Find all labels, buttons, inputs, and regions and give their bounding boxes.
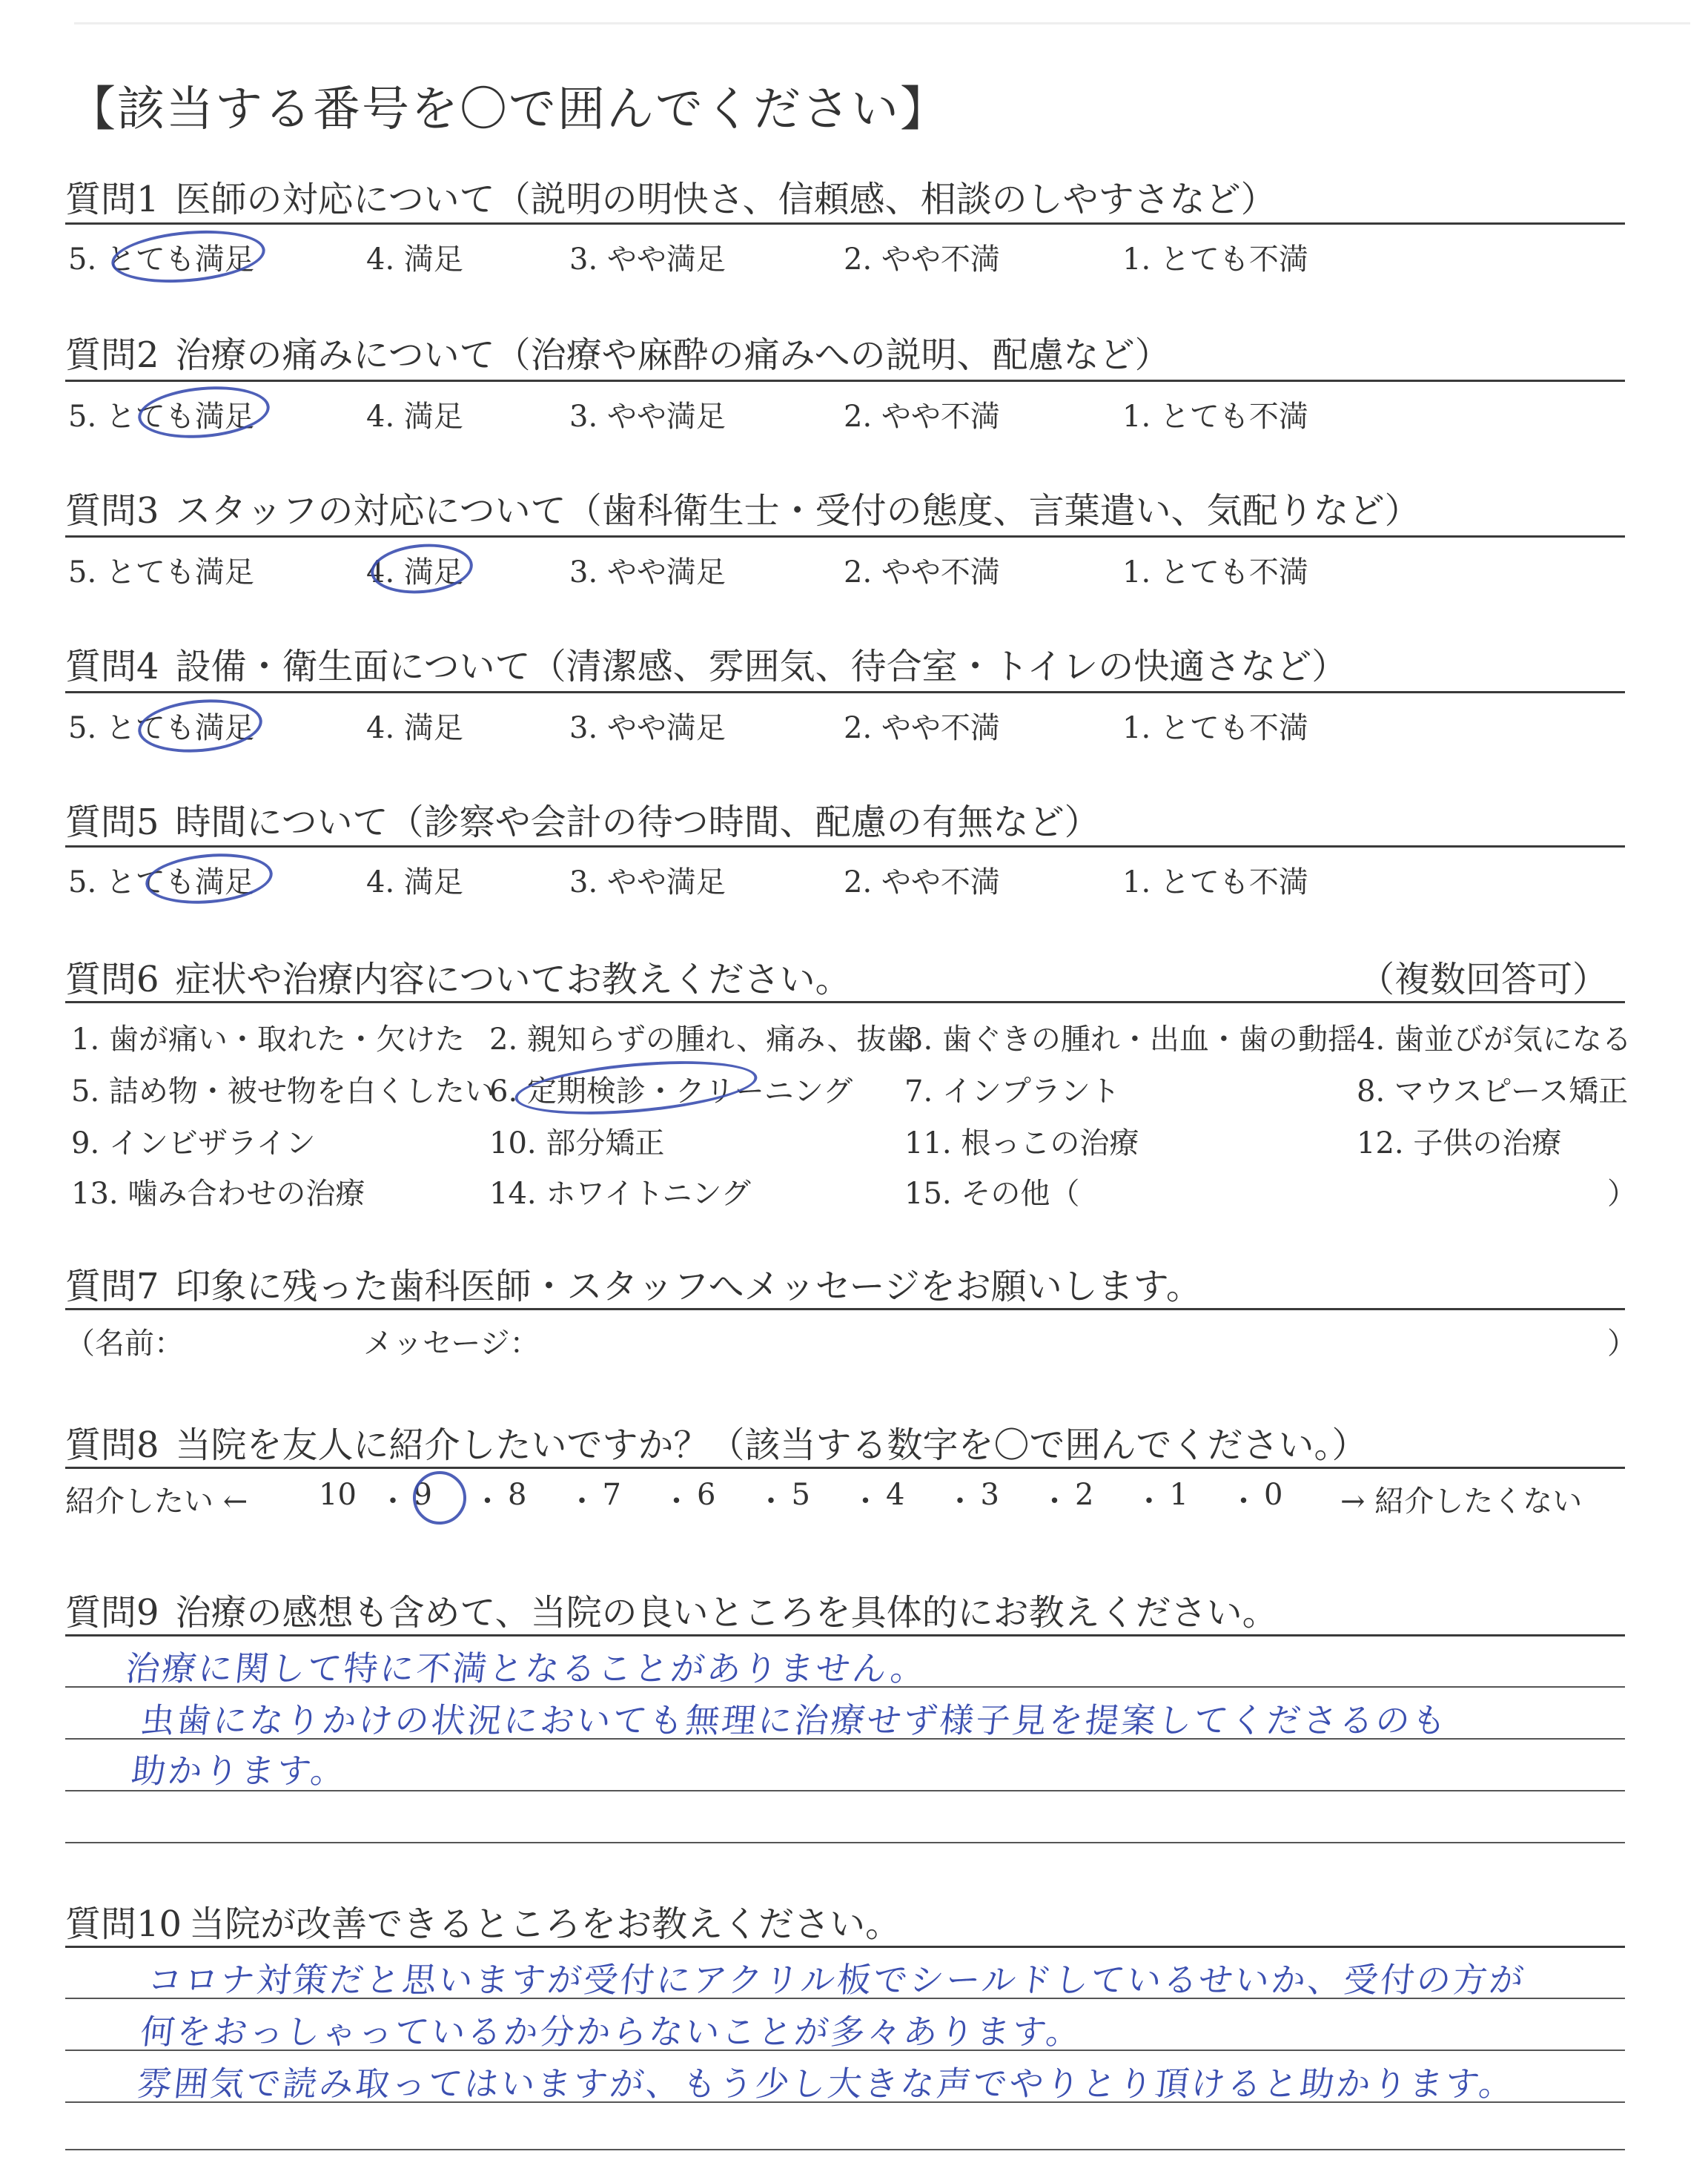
q4-title (65, 638, 1347, 689)
q4-option-5[interactable]: 5. とても満足 (68, 711, 254, 745)
q1-option-5[interactable]: 5. とても満足 (68, 242, 254, 277)
q8-scale-0[interactable]: 0 (1264, 1478, 1283, 1512)
q6-text: 症状や治療内容についてお教えください。 (175, 959, 851, 1000)
q8-scale-8[interactable]: 8 (508, 1478, 527, 1512)
q4-rule (65, 691, 1625, 693)
q6-item-3[interactable]: 3. 歯ぐきの腫れ・出血・歯の動揺 (904, 1023, 1357, 1057)
q7-rule (65, 1308, 1625, 1310)
q8-scale-4[interactable]: 4 (886, 1478, 905, 1512)
q5-rule (65, 845, 1625, 848)
q2-number: 質問2 (65, 334, 159, 376)
q6-item-10[interactable]: 10. 部分矯正 (489, 1126, 665, 1160)
q1-answer-circle (109, 225, 267, 288)
q1-number: 質問1 (65, 179, 159, 220)
q10-rule (65, 1946, 1625, 1948)
q4-option-4[interactable]: 4. 満足 (366, 711, 463, 745)
q6-item-15[interactable]: 15. その他（ (904, 1177, 1080, 1211)
q1-rule (65, 222, 1625, 225)
q7-message-label[interactable]: メッセージ： (363, 1327, 540, 1361)
q4-option-1[interactable]: 1. とても不満 (1122, 711, 1308, 745)
q8-scale-6[interactable]: 6 (697, 1478, 716, 1512)
q9-answer-line-4 (65, 1842, 1625, 1843)
q3-title (65, 482, 1420, 533)
q6-item-8[interactable]: 8. マウスピース矯正 (1357, 1074, 1629, 1109)
q10-answer-text-2: 何をおっしゃっているか分からないことが多々あります。 (138, 2012, 1085, 2052)
q2-title (65, 326, 1171, 377)
q9-rule (65, 1634, 1625, 1636)
q10-answer-text-1: コロナ対策だと思いますが受付にアクリル板でシールドしているせいか、受付の方が (145, 1960, 1528, 2000)
q5-option-4[interactable]: 4. 満足 (366, 865, 463, 899)
q3-rule (65, 535, 1625, 538)
q6-item-9[interactable]: 9. インビザライン (71, 1126, 316, 1160)
q9-answer-text-2: 虫歯になりかけの状況においても無理に治療せず様子見を提案してくださるのも (138, 1700, 1451, 1740)
q8-scale-1[interactable]: 1 (1169, 1478, 1188, 1512)
q8-scale-3[interactable]: 3 (980, 1478, 999, 1512)
q5-title (65, 793, 1100, 845)
q6-answer-circle (513, 1053, 760, 1123)
q8-scale-10[interactable]: 10 (319, 1478, 357, 1512)
q10-answer-text-3: 雰囲気で読み取ってはいますが、もう少し大きな声でやりとり頂けると助かります。 (135, 2064, 1517, 2104)
q5-option-5[interactable]: 5. とても満足 (68, 865, 254, 899)
q10-text: 当院が改善できるところをお教えください。 (189, 1903, 901, 1945)
q2-option-5[interactable]: 5. とても満足 (68, 400, 254, 434)
q10-title (65, 1895, 901, 1946)
q5-option-2[interactable]: 2. やや不満 (844, 865, 1000, 899)
q8-title (65, 1416, 1368, 1467)
q7-number: 質問7 (65, 1266, 159, 1307)
q4-option-3[interactable]: 3. やや満足 (569, 711, 726, 745)
q7-text: 印象に残った歯科医師・スタッフへメッセージをお願いします。 (175, 1266, 1202, 1307)
q9-number: 質問9 (65, 1592, 159, 1634)
q8-scale-dot: ・ (1039, 1484, 1070, 1519)
q6-rule (65, 1001, 1625, 1003)
q7-close-paren: ） (1607, 1327, 1637, 1361)
q5-number: 質問5 (65, 802, 159, 843)
q1-title (65, 171, 1277, 222)
q1-text: 医師の対応について（説明の明快さ、信頼感、相談のしやすさなど） (175, 179, 1277, 220)
q2-option-1[interactable]: 1. とても不満 (1122, 400, 1308, 434)
q4-text: 設備・衛生面について（清潔感、雰囲気、待合室・トイレの快適さなど） (175, 646, 1348, 687)
q8-scale-7[interactable]: 7 (602, 1478, 621, 1512)
q9-text: 治療の感想も含めて、当院の良いところを具体的にお教えください。 (175, 1592, 1278, 1634)
q2-rule (65, 380, 1625, 382)
q8-number: 質問8 (65, 1424, 159, 1466)
page-heading: 【該当する番号を〇で囲んでください】 (68, 82, 949, 137)
q6-item-4[interactable]: 4. 歯並びが気になる (1357, 1023, 1632, 1057)
q8-scale-dot: ・ (1228, 1484, 1259, 1519)
q2-option-4[interactable]: 4. 満足 (366, 400, 463, 434)
q8-right-label: → 紹介したくない (1340, 1484, 1583, 1519)
q2-text: 治療の痛みについて（治療や麻酔の痛みへの説明、配慮など） (175, 334, 1171, 376)
q6-item-6[interactable]: 6. 定期検診・クリーニング (489, 1074, 853, 1109)
q7-name-label[interactable]: （名前： (65, 1327, 184, 1361)
q5-option-3[interactable]: 3. やや満足 (569, 865, 726, 899)
q8-scale-2[interactable]: 2 (1075, 1478, 1094, 1512)
q1-option-1[interactable]: 1. とても不満 (1122, 242, 1308, 277)
q6-item-14[interactable]: 14. ホワイトニング (489, 1177, 751, 1211)
q3-option-5[interactable]: 5. とても満足 (68, 555, 254, 589)
q6-item-13[interactable]: 13. 噛み合わせの治療 (71, 1177, 365, 1211)
q8-scale-dot: ・ (1134, 1484, 1164, 1519)
q8-rule (65, 1467, 1625, 1469)
q3-text: スタッフの対応について（歯科衛生士・受付の態度、言葉遣い、気配りなど） (175, 490, 1420, 532)
q6-item-2[interactable]: 2. 親知らずの腫れ、痛み、抜歯 (489, 1023, 916, 1057)
q3-option-3[interactable]: 3. やや満足 (569, 555, 726, 589)
q2-option-3[interactable]: 3. やや満足 (569, 400, 726, 434)
q3-option-1[interactable]: 1. とても不満 (1122, 555, 1308, 589)
q3-option-4[interactable]: 4. 満足 (366, 555, 463, 589)
q6-item-11[interactable]: 11. 根っこの治療 (904, 1126, 1139, 1160)
q4-number: 質問4 (65, 646, 159, 687)
q8-scale-dot: ・ (756, 1484, 786, 1519)
q10-answer-line-4 (65, 2149, 1625, 2150)
q1-option-3[interactable]: 3. やや満足 (569, 242, 726, 277)
q9-title (65, 1584, 1278, 1635)
q4-option-2[interactable]: 2. やや不満 (844, 711, 1000, 745)
q1-option-2[interactable]: 2. やや不満 (844, 242, 1000, 277)
q2-option-2[interactable]: 2. やや不満 (844, 400, 1000, 434)
q7-title (65, 1258, 1202, 1309)
q1-option-4[interactable]: 4. 満足 (366, 242, 463, 277)
q9-answer-text-3: 助かります。 (129, 1751, 349, 1791)
q8-scale-dot: ・ (661, 1484, 692, 1519)
q6-item-1[interactable]: 1. 歯が痛い・取れた・欠けた (71, 1023, 465, 1057)
q3-number: 質問3 (65, 490, 159, 532)
q6-item-7[interactable]: 7. インプラント (904, 1074, 1120, 1109)
q9-answer-text-1: 治療に関して特に不満となることがありません。 (123, 1648, 930, 1688)
q6-item-12[interactable]: 12. 子供の治療 (1357, 1126, 1562, 1160)
q5-option-1[interactable]: 1. とても不満 (1122, 865, 1308, 899)
q8-scale-5[interactable]: 5 (791, 1478, 810, 1512)
q8-text: 当院を友人に紹介したいですか？（該当する数字を〇で囲んでください。） (175, 1424, 1368, 1466)
q8-scale-dot: ・ (567, 1484, 597, 1519)
q8-scale-dot: ・ (472, 1484, 503, 1519)
q10-number: 質問10 (65, 1903, 182, 1945)
top-edge-line (74, 22, 1690, 24)
q6-item-5[interactable]: 5. 詰め物・被せ物を白くしたい (71, 1074, 494, 1109)
q6-multiple-note: （複数回答可） (1359, 959, 1609, 1000)
q8-scale-dot: ・ (945, 1484, 975, 1519)
q6-number: 質問6 (65, 959, 159, 1000)
q8-scale-dot: ・ (850, 1484, 881, 1519)
q8-left-label: 紹介したい ← (65, 1484, 248, 1519)
q3-option-2[interactable]: 2. やや不満 (844, 555, 1000, 589)
q8-scale-dot: ・ (378, 1484, 408, 1519)
q5-text: 時間について（診察や会計の待つ時間、配慮の有無など） (175, 802, 1100, 843)
q6-other-close-paren: ） (1607, 1177, 1637, 1211)
q6-title (65, 951, 1609, 1002)
q8-scale-9[interactable]: 9 (413, 1478, 432, 1512)
